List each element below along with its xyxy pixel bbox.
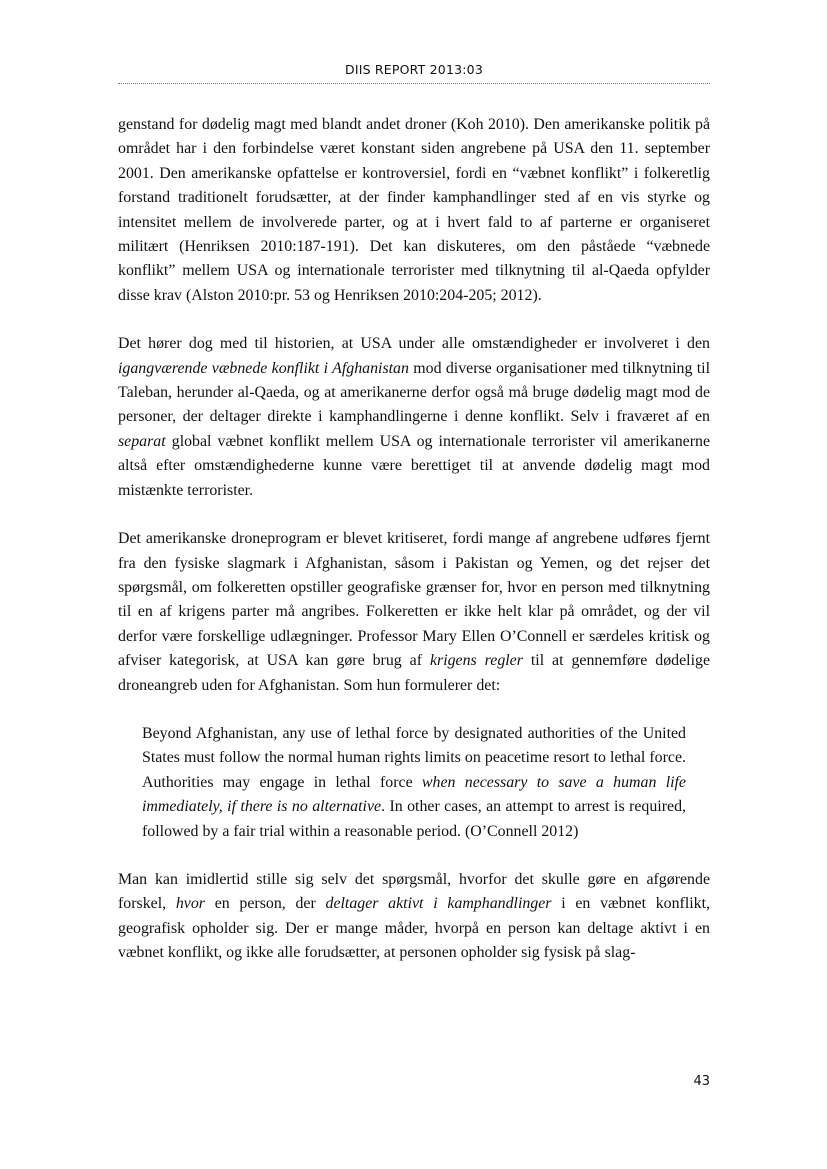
text-run: Det hører dog med til historien, at USA under alle omstændigheder er involveret i den <box>118 335 710 353</box>
paragraph-4 <box>118 868 710 966</box>
text-run: genstand for dødelig magt med blandt andet droner (Koh 2010). Den amerikanske politik på området har i den forbindelse været konstant siden angrebene på USA den 11. september 2001. Den amerikanske opfattelse er kontroversiel, fordi en “væbnet konflikt” i folkeretlig forstand traditionelt forudsætter, at der finder kamphandlinger sted af en vis styrke og intensitet mellem de involverede parter, og at i hvert fald to af parterne er organiseret militært (Henriksen 2010:187-191). Det kan diskuteres, om den påståede “væbnede konflikt” mellem USA og internationale terrorister med tilknytning til al-Qaeda opfylder disse krav (Alston 2010:pr. 53 og Henriksen 2010:204-205; 2012). <box>118 116 710 304</box>
header-divider <box>118 83 710 84</box>
running-head: DIIS REPORT 2013:03 <box>345 62 483 77</box>
text-run: Det amerikanske droneprogram er blevet kritiseret, fordi mange af angrebene udføres fjernt fra den fysiske slagmark i Afghanistan, såsom i Pakistan og Yemen, og det rejser det spørgsmål, om folkeretten opstiller geografiske grænser for, hvor en person med tilknytning til en af krigens parter må angribes. Folkeretten er ikke helt klar på området, og der vil derfor være forskellige udlægninger. Professor Mary Ellen O’Connell er særdeles kritisk og afviser kategorisk, at USA kan gøre brug af <box>118 530 710 670</box>
text-run: . In other cases, an attempt to arrest is required, followed by a fair trial within a reasonable period. (O’Connell 2012) <box>142 798 686 840</box>
text-run: Beyond Afghanistan, any use of lethal force by designated authorities of the United States must follow the normal human rights limits on peacetime resort to lethal force. Authorities may engage in lethal force <box>142 724 686 791</box>
text-run: mod diverse organisationer med tilknytning til Taleban, herunder al-Qaeda, og at amerikanerne derfor også må bruge dødelig magt mod de personer, der deltager direkte i kamphandlingerne i denne konflikt. Selv i fraværet af en <box>118 359 711 426</box>
paragraph-1 <box>118 113 710 308</box>
text-run: global væbnet konflikt mellem USA og internationale terrorister vil amerikanerne altså efter omstændighederne kunne være berettiget til at anvende dødelig magt mod mistænkte terrorister. <box>118 432 710 499</box>
block-quote <box>142 722 686 844</box>
page-number: 43 <box>693 1074 710 1089</box>
text-run: til at gennemføre dødelige droneangreb uden for Afghanistan. Som hun formulerer det: <box>118 652 710 694</box>
body-text <box>118 113 710 966</box>
text-run: Man kan imidlertid stille sig selv det spørgsmål, hvorfor det skulle gøre en afgørende forskel, <box>118 870 710 913</box>
italic-text-run: krigens regler <box>429 652 523 670</box>
italic-text-run: hvor <box>175 895 205 913</box>
italic-text-run: igangværende væbnede konflikt i Afghanistan <box>118 359 409 377</box>
paragraph-3 <box>118 527 710 698</box>
paragraph-2 <box>118 332 710 503</box>
italic-text-run: separat <box>118 432 166 450</box>
italic-text-run: when necessary to save a human life immediately, if there is no alternative <box>142 773 686 816</box>
italic-text-run: deltager aktivt i kamphandlinger <box>325 895 552 913</box>
text-run: i en væbnet konflikt, geografisk opholder sig. Der er mange måder, hvorpå en person kan deltage aktivt i en væbnet konflikt, og ikke alle forudsætter, at personen opholder sig fysisk på slag- <box>118 895 710 962</box>
text-run: en person, der <box>204 895 326 913</box>
